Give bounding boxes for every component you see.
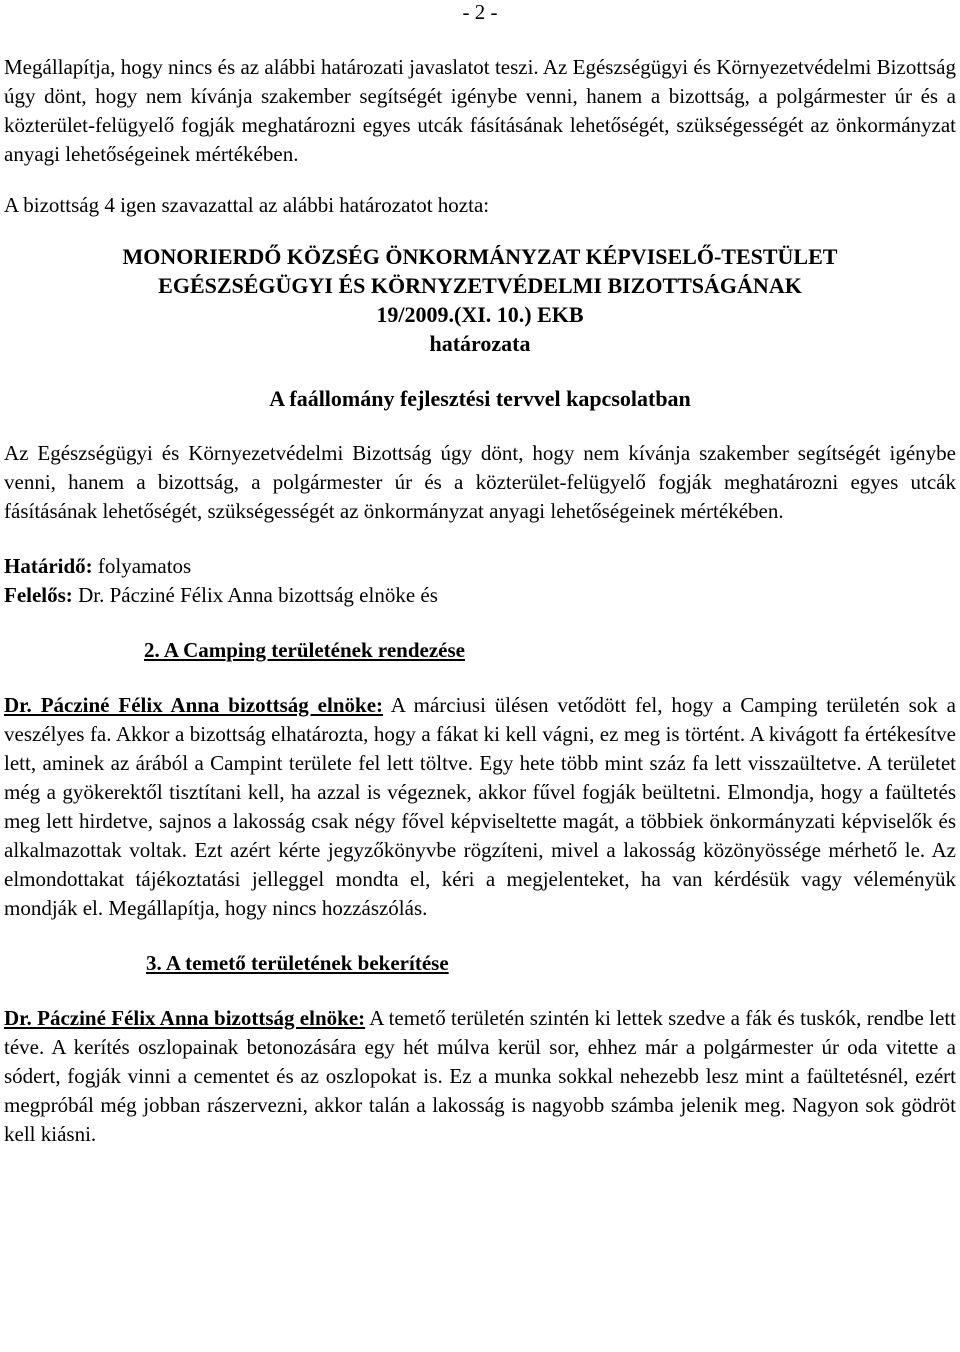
section-3-speaker: Dr. Pácziné Félix Anna bizottság elnöke: — [4, 1006, 366, 1030]
resolution-subject: A faállomány fejlesztési tervvel kapcsolatban — [269, 386, 691, 411]
section-3-text: A temető területén szintén ki lettek szedve a fák és tuskók, rendbe lett téve. A kerítés oszlopainak betonozására egy hét múlva kerül sor, ehhez már a polgármester úr oda vitette a sódert, fogják vinni a cementet és az oszlopokat is. Ez a munka sokkal nehezebb lesz mint a faültetésnél, ezért megpróbál még jobban rászervezni, akkor talán a lakosság is nagyobb számba jelenik meg. Nagyon sok gödröt kell kiásni. — [4, 1006, 956, 1146]
deadline-line — [4, 552, 956, 581]
section-2-title: 2. A Camping területének rendezése — [144, 638, 465, 662]
vote-line: A bizottság 4 igen szavazattal az alábbi határozatot hozta: — [4, 193, 490, 217]
resolution-body: Az Egészségügyi és Környezetvédelmi Bizottság úgy dönt, hogy nem kívánja szakember segítségét igénybe venni, hanem a bizottság, a polgármester úr és a közterület-felügyelő fogják meghatározni egyes utcák fásításának lehetőségét, szükségességét az önkormányzat anyagi lehetőségeinek mértékében. — [4, 441, 956, 523]
responsible-label: Felelős: — [4, 583, 73, 607]
section-2-speaker: Dr. Pácziné Félix Anna bizottság elnöke: — [4, 693, 384, 717]
responsible-value: Dr. Pácziné Félix Anna bizottság elnöke és — [72, 583, 438, 607]
deadline-label: Határidő: — [4, 554, 93, 578]
section-2-text: A márciusi ülésen vetődött fel, hogy a Camping területén sok a veszélyes fa. Akkor a bizottság elhatározta, hogy a fákat ki kell vágni, ez meg is történt. A kivágott fa értékesítve lett, aminek az árából a Campint területe fel lett töltve. Egy hete több mint száz fa lett visszaültetve. A területet még a gyökerektől tisztítani kell, ha azzal is végeznek, akkor fűvel fogják beültetni. Elmondja, hogy a faültetés meg lett hirdetve, sajnos a lakosság csak négy fővel képviseltette magát, a többiek önkormányzati képviselők és alkalmazottak voltak. Ezt azért kérte jegyzőkönyvbe rögzíteni, mivel a lakosság közönyössége mérhető le. Az elmondottakat tájékoztatási jelleggel mondta el, kéri a megjelenteket, ha van kérdésük vagy véleményük mondják el. Megállapítja, hogy nincs hozzászólás. — [4, 693, 956, 920]
resolution-line-1: MONORIERDŐ KÖZSÉG ÖNKORMÁNYZAT KÉPVISELŐ-TESTÜLET — [122, 244, 838, 269]
deadline-value: folyamatos — [92, 554, 192, 578]
page-number: - 2 - — [462, 0, 498, 24]
section-2-paragraph — [4, 691, 956, 923]
document-body — [4, 53, 956, 1149]
resolution-number: 19/2009.(XI. 10.) EKB — [376, 302, 584, 327]
resolution-word: határozata — [429, 331, 531, 356]
responsible-line — [4, 581, 956, 610]
section-3-title: 3. A temető területének bekerítése — [146, 951, 449, 975]
resolution-line-2: EGÉSZSÉGÜGYI ÉS KÖRNYZETVÉDELMI BIZOTTSÁGÁNAK — [158, 273, 802, 298]
intro-paragraph: Megállapítja, hogy nincs és az alábbi határozati javaslatot teszi. Az Egészségügyi és Környezetvédelmi Bizottság úgy dönt, hogy nem kívánja szakember segítségét igénybe venni, hanem a bizottság, a polgármester úr és a közterület-felügyelő fogják meghatározni egyes utcák fásításának lehetőségét, szükségességét az önkormányzat anyagi lehetőségeinek mértékében. — [4, 55, 956, 166]
resolution-header — [4, 242, 956, 358]
section-3-paragraph — [4, 1004, 956, 1149]
